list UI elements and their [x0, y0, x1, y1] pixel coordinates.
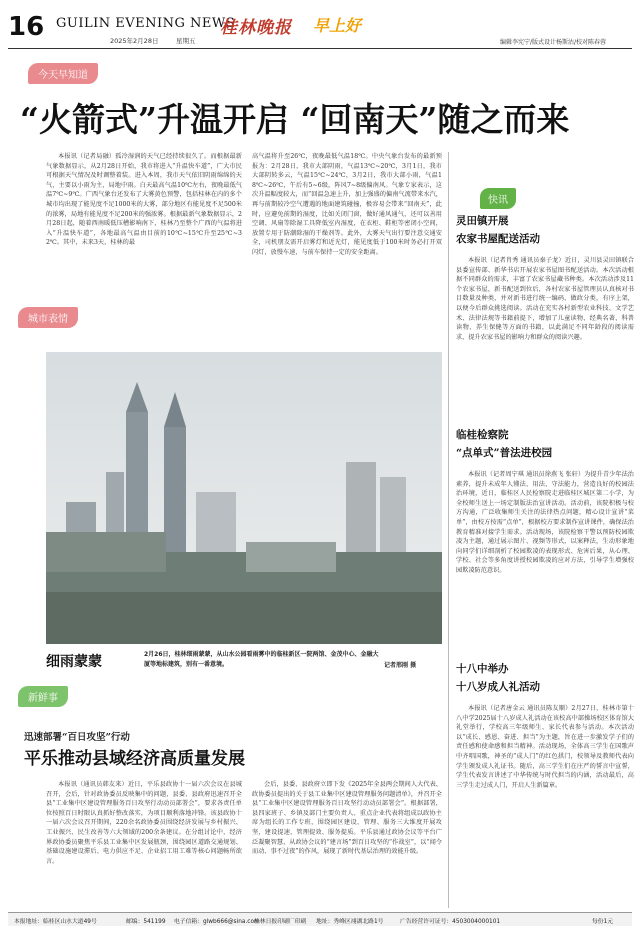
item-title-line1: 十八中举办	[456, 663, 509, 675]
footer-post: 邮编：541199	[126, 919, 166, 925]
economy-kicker: 迅速部署“百日攻坚”行动	[24, 732, 130, 743]
item-title-line2: 十八岁成人礼活动	[456, 681, 540, 693]
footer-price: 每份1元	[592, 919, 614, 925]
footer-printer-address: 地址：秀峰区翊湖北路1号	[316, 919, 384, 925]
sidebar-item-2	[456, 426, 634, 642]
main-headline: “火箭式”升温开启 “回南天”随之而来	[20, 100, 570, 139]
footer-email: 电子信箱：glwb666@sina.com	[174, 919, 260, 925]
editor-credits: 编辑李宪宁/版式设计杨斯沽/校对陈春蓉	[500, 39, 607, 46]
item-text: 本报讯（记者唐金云 通讯员陈友顺）2月27日，桂林市第十八中学2025届十八岁成人礼活动在该校高中部操场校区体育馆大礼堂举行，学校高三年级师生、家长代表参与活动。本次活动以“成长、感恩、奋进、担当”为主题，旨在进一步激发学子们的责任感和使命感和担当精神。活动现场，全体高三学生在国歌声中齐唱国歌，神圣的“成人门”的红色拱门，校领导及教师代表向学生颁发成人礼证书。随后，高三学生们在庄严的誓言中宣誓，学生代表发言讲述了中华传统与时代担当的内涵，活动最后，高三学生走过成人门，开启人生新篇章。	[456, 705, 634, 789]
section-name: 早上好	[313, 16, 362, 35]
masthead-logo: 桂林晚报	[220, 18, 292, 38]
issue-weekday: 星期五	[176, 37, 196, 45]
item-title-line1: 灵田镇开展	[456, 215, 509, 227]
morning-tag: 今天早知道	[28, 63, 98, 84]
page-header	[0, 0, 640, 52]
item-text: 本报讯（记者肖秀 通讯员秦子龙）近日，灵川县灵田镇联合县委宣传部、新华书店开展农家书屋图书配送活动。本次活动根据不同群众的需求，丰富了农家书屋藏书种类。本次活动涉及11个农家书屋，新书配送到位后，各村农家书屋管理员认真核对书目数量及种类，并对新书进行统一编码、做政分类，有序上架，以便今后群众挑选阅读。活动在充实各村新型农业科技、文学艺术、法律法规等书籍前提下，增加了儿童读物、经典名著、科普读物、养生保健等方面的书籍，以此满足不同年龄段的阅读需求，提升农家书屋的影响力和群众的阅读兴趣。	[456, 257, 634, 341]
footer-bar	[8, 912, 632, 926]
footer-license: 广告经营许可证号：4503004000101	[400, 919, 501, 925]
page-number: 16	[8, 12, 45, 42]
issue-date: 2025年2月28日	[110, 37, 159, 45]
news-tag: 新鲜事	[18, 686, 68, 707]
sidebar-item-1	[456, 212, 634, 424]
photo-credit: 记者邢刚 摄	[384, 662, 417, 669]
main-story-col2: 高气温将升至26℃，夜晚最低气温18℃。中央气象台发布的最新预报为：2月28日，我市大部阴雨，气温13℃~20℃，3月1日，我市大部阴转多云，气温15℃~24℃，3月2日，我市大部小雨，气温18℃~26℃，午后有5~6级，阵风7~8级偏南风。气象专家表示，这次升温幅度较大，而“回温急速上升，加上强盛的偏南气流带来水汽，再与前期较冷空气遭遇的地面建筑碰撞，极容易会带来“回南天”，此时，应避免前期的湿度，比如关闭门窗，做好通风通气，还可以善用空调、风扇等除湿工具降低室内湿度，在衣柜、鞋柜等密闭小空间，放置专用于防潮除湿的干燥剂等。此外，大雾天气出行要注意交通安全，司机朋友需开启雾灯和近光灯，能见度低于100米时务必打开双闪灯，放慢车速，与前车保持一定的安全距离。	[252, 153, 442, 256]
flash-news-tag: 快讯	[480, 188, 516, 209]
city-skyline-image	[46, 352, 442, 644]
item-title-line2: 农家书屋配送活动	[456, 233, 540, 245]
sidebar-item-3	[456, 660, 634, 896]
economy-col1: 本报讯（通讯员韩友来）近日，平乐县政协十一届六次会议在县城召开，会后，针对政协委员反映集中的问题，县委、县政府迅速召开全县“工业集中区建设管理服务百日攻坚行动动员部署会”，要求各责任单位按照百日时限认真抓好整改落实，为项目顺利落地冲锋。该县政协十一届六次会议召开期间，220余名政协委员围绕经济发展与乡村振兴、工业振兴、民生改善等六大领域的200余条建议。在分组讨论中，经济界政协委员聚焦平乐县工业集中区发展瓶颈，围绕园区道路交通规划、基础设施建设滞后、电力供应不足、企业招工用工难等核心问题畅所欲言。	[46, 781, 242, 865]
city-photo	[46, 352, 442, 644]
item-title-line1: 临桂检察院	[456, 429, 509, 441]
paper-en-name: GUILIN EVENING NEWS	[56, 16, 236, 31]
footer-printer: 桂林日报印刷厂印刷	[254, 919, 307, 925]
sidebar-divider	[448, 152, 449, 908]
item-text: 本报讯（记者周宁琪 通讯员徐燕飞 张轩）为提升青少年法治素养，提升未成年人懂法、用法、守法能力，营造良好的校园法治环境，近日，临桂区人民检察院走进临桂区城区第二小学，为全校师生送上一场定制版法治宣讲活动。活动前，该院积极与校方沟通，广泛收集师生关注的法律热点问题，精心设计宣讲“菜单”，由校方按需“点单”，根据校方要求制作宣讲课件，确保法治教育精准对接学生需求。活动现场，该院检察干警以预防校园欺凌为主题，通过展示图片、视频等形式，以案释法，生动形象地向同学们详细剖析了校园欺凌的表现形式、危害后果，从心理、学校、社会等多角度讲授校园欺凌的应对方法，引导学生增强校园欺凌防范意识。	[456, 471, 634, 574]
economy-col2: 会后，县委、县政府立即下发《2025年全县两会期间人大代表、政协委员提出的关于县工业集中区建设管理服务问题清单》，并召开全县“工业集中区建设管理服务百日攻坚行动动员部署会”。根据部署，县四家班子、乡镇及部门主要负责人、重点企业代表将组成以政协主席为组长的工作专班，围绕园区建设、管理、服务三大维度开展攻坚，建设提速、管理提效、服务提质。平乐县通过政协会议等平台广泛凝聚智慧，从政协会议的“建言场”到百日攻坚的“作战室”，以“闻令而动、事不过夜”的作风，展现了新时代基层治理的效能升级。	[252, 781, 442, 856]
city-tag: 城市表情	[18, 307, 78, 328]
economy-headline: 平乐推动县域经济高质量发展	[24, 749, 245, 769]
header-rule	[8, 48, 632, 49]
item-title-line2: “点单式”普法进校园	[456, 447, 553, 459]
photo-caption: 2月26日，桂林细雨蒙蒙，从山水公园看雨雾中的临桂新区一院两馆、金茂中心、金融大厦等地标建筑，别有一番意境。	[144, 651, 379, 668]
main-story-col1: 本报讯（记者局融）孤冷湿润的天气已经持续很久了。而根据最新气象数据显示，从2月28日开始，我市将进入“升温快车道”，广大市民可根据天气情况及时调整着装。进入本周，我市天气依旧阴雨绵绵的天气，主要以小雨为主，局地中雨。白天最高气温10℃左右，夜晚最低气温7℃~9℃。广西气象台还发布了大雾黄色预警，包括桂林在内的多个城市均出现了能见度不足1000米的大雾，部分地区有能见度不足500米的浓雾，局地有能见度不足200米的强浓雾。根据最新气象数据显示，2月28日起，随着西南暖低压槽影响南下，桂林乃至整个广西的气温将进入“升温快车道”，各地最高气温由目前的10℃~15℃升至25℃~32℃。其中，未来3天，桂林的最	[46, 153, 242, 247]
footer-address: 本报地址：临桂区山水大道49号	[14, 919, 97, 925]
photo-title: 细雨蒙蒙	[46, 654, 102, 670]
